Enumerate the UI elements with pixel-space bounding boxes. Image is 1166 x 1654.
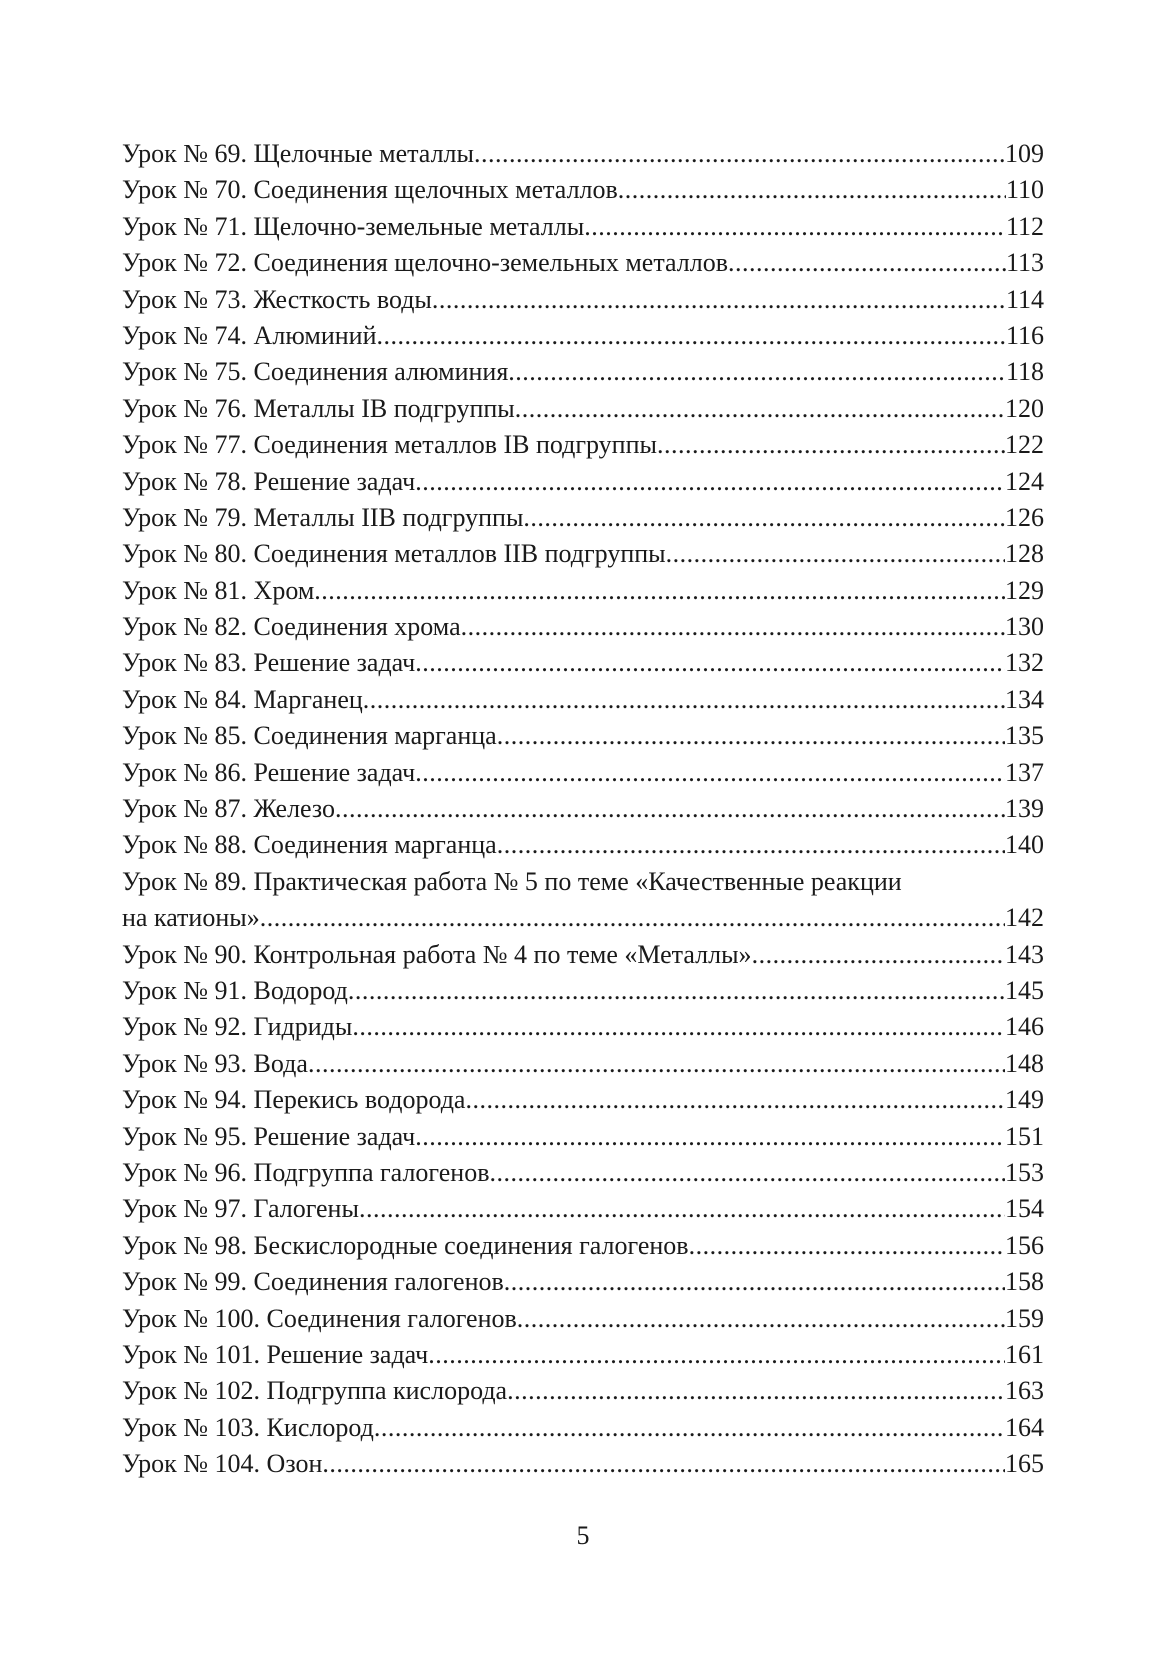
- dot-leader: [359, 1191, 1005, 1227]
- toc-entry-page: 153: [1005, 1157, 1044, 1187]
- toc-entry-page: 148: [1005, 1048, 1044, 1078]
- toc-entry-page: 112: [1005, 211, 1044, 241]
- toc-entry-title: Урок № 82. Соединения хрома: [122, 612, 461, 642]
- toc-entry-page: 110: [1005, 175, 1044, 205]
- toc-entry-page: 140: [1005, 830, 1044, 860]
- toc-entry-page: 146: [1005, 1012, 1044, 1042]
- dot-leader: [415, 755, 1005, 791]
- dot-leader: [489, 1155, 1005, 1191]
- toc-entry-title: Урок № 71. Щелочно-земельные металлы: [122, 211, 585, 241]
- dot-leader: [474, 136, 1005, 172]
- toc-entry-page: 151: [1005, 1121, 1044, 1151]
- toc-entry[interactable]: [122, 1009, 1044, 1045]
- toc-entry-title: Урок № 80. Соединения металлов IIB подгруппы: [122, 539, 666, 569]
- dot-leader: [415, 1119, 1005, 1155]
- dot-leader: [657, 427, 1005, 463]
- toc-entry-title: Урок № 96. Подгруппа галогенов: [122, 1157, 490, 1187]
- toc-entry-title: Урок № 91. Водород: [122, 975, 348, 1005]
- dot-leader: [584, 209, 1006, 245]
- toc-entry[interactable]: [122, 645, 1044, 681]
- toc-entry[interactable]: [122, 245, 1044, 281]
- toc-entry[interactable]: [122, 427, 1044, 463]
- dot-leader: [352, 1009, 1005, 1045]
- toc-entry-title-first-line: Урок № 89. Практическая работа № 5 по теме «Качественные реакции: [122, 866, 902, 896]
- toc-entry[interactable]: [122, 354, 1044, 390]
- toc-entry-page: 143: [1005, 939, 1044, 969]
- toc-entry[interactable]: [122, 536, 1044, 572]
- dot-leader: [377, 318, 1006, 354]
- toc-entry[interactable]: [122, 573, 1044, 609]
- toc-entry[interactable]: [122, 136, 1044, 172]
- toc-entry-title: Урок № 90. Контрольная работа № 4 по теме «Металлы»: [122, 939, 752, 969]
- toc-entry-title: Урок № 74. Алюминий: [122, 320, 377, 350]
- toc-entry-page: 116: [1005, 320, 1044, 350]
- toc-entry-title: Урок № 102. Подгруппа кислорода: [122, 1376, 508, 1406]
- toc-entry[interactable]: [122, 1046, 1044, 1082]
- toc-entry-title: Урок № 79. Металлы IIB подгруппы: [122, 502, 524, 532]
- toc-entry-title: на катионы»: [122, 903, 260, 933]
- dot-leader: [260, 900, 1005, 936]
- toc-entry-title: Урок № 99. Соединения галогенов: [122, 1267, 504, 1297]
- dot-leader: [689, 1228, 1005, 1264]
- toc-entry-page: 142: [1005, 903, 1044, 933]
- toc-entry-title: Урок № 92. Гидриды: [122, 1012, 353, 1042]
- dot-leader: [666, 536, 1005, 572]
- dot-leader: [314, 573, 1005, 609]
- toc-entry-title: Урок № 104. Озон: [122, 1449, 323, 1479]
- toc-entry[interactable]: [122, 1410, 1044, 1446]
- toc-entry[interactable]: [122, 1337, 1044, 1373]
- toc-entry[interactable]: [122, 1155, 1044, 1191]
- page-number: 5: [576, 1521, 590, 1550]
- toc-entry-title: Урок № 101. Решение задач: [122, 1339, 429, 1369]
- toc-entry-title: Урок № 83. Решение задач: [122, 648, 416, 678]
- toc-entry-page: 163: [1005, 1376, 1044, 1406]
- toc-entry[interactable]: [122, 1301, 1044, 1337]
- toc-entry[interactable]: [122, 1264, 1044, 1300]
- toc-entry-title: Урок № 86. Решение задач: [122, 757, 416, 787]
- toc-entry-page: 149: [1005, 1085, 1044, 1115]
- toc-entry-page: 120: [1005, 393, 1044, 423]
- dot-leader: [497, 827, 1005, 863]
- toc-entry-page: 118: [1005, 357, 1044, 387]
- toc-entry[interactable]: [122, 1082, 1044, 1118]
- toc-entry-page: 154: [1005, 1194, 1044, 1224]
- toc-entry-multiline[interactable]: [122, 864, 1044, 937]
- toc-entry-title: Урок № 75. Соединения алюминия: [122, 357, 509, 387]
- toc-entry-title: Урок № 76. Металлы IB подгруппы: [122, 393, 515, 423]
- toc-entry[interactable]: [122, 1373, 1044, 1409]
- toc-entry-page: 156: [1005, 1230, 1044, 1260]
- toc-entry-page: 158: [1005, 1267, 1044, 1297]
- toc-entry[interactable]: [122, 500, 1044, 536]
- toc-entry-page: 126: [1005, 502, 1044, 532]
- dot-leader: [308, 1046, 1005, 1082]
- toc-entry-page: 159: [1005, 1303, 1044, 1333]
- toc-entry-title: Урок № 95. Решение задач: [122, 1121, 416, 1151]
- toc-entry[interactable]: [122, 937, 1044, 973]
- toc-entry-page: 113: [1005, 248, 1044, 278]
- toc-entry-title: Урок № 100. Соединения галогенов: [122, 1303, 517, 1333]
- toc-entry-page: 129: [1005, 575, 1044, 605]
- toc-entry-page: 145: [1005, 975, 1044, 1005]
- toc-entry-page: 134: [1005, 684, 1044, 714]
- toc-entry[interactable]: [122, 282, 1044, 318]
- toc-entry-page: 124: [1005, 466, 1044, 496]
- toc-entry-title: Урок № 97. Галогены: [122, 1194, 359, 1224]
- dot-leader: [504, 1264, 1005, 1300]
- dot-leader: [415, 464, 1005, 500]
- toc-entry-title: Урок № 78. Решение задач: [122, 466, 416, 496]
- dot-leader: [335, 791, 1005, 827]
- toc-entry-title: Урок № 73. Жесткость воды: [122, 284, 432, 314]
- toc-entry-page: 164: [1005, 1412, 1044, 1442]
- dot-leader: [428, 1337, 1005, 1373]
- toc-entry[interactable]: [122, 1191, 1044, 1227]
- toc-entry[interactable]: [122, 682, 1044, 718]
- dot-leader: [363, 682, 1005, 718]
- dot-leader: [432, 282, 1006, 318]
- toc-entry-title: Урок № 85. Соединения марганца: [122, 721, 497, 751]
- toc-entry-title: Урок № 70. Соединения щелочных металлов: [122, 175, 618, 205]
- toc-entry[interactable]: [122, 609, 1044, 645]
- dot-leader: [752, 937, 1005, 973]
- dot-leader: [461, 609, 1005, 645]
- toc-entry[interactable]: [122, 464, 1044, 500]
- dot-leader: [348, 973, 1005, 1009]
- dot-leader: [507, 1373, 1005, 1409]
- toc-entry[interactable]: [122, 209, 1044, 245]
- table-of-contents: [122, 136, 1044, 1482]
- toc-entry-page: 165: [1005, 1449, 1044, 1479]
- toc-entry-page: 137: [1005, 757, 1044, 787]
- toc-entry-title: Урок № 98. Бескислородные соединения галогенов: [122, 1230, 689, 1260]
- toc-entry-title: Урок № 93. Вода: [122, 1048, 308, 1078]
- toc-entry-page: 109: [1005, 139, 1044, 168]
- dot-leader: [508, 354, 1006, 390]
- toc-entry[interactable]: [122, 172, 1044, 208]
- toc-entry[interactable]: [122, 755, 1044, 791]
- toc-entry[interactable]: [122, 973, 1044, 1009]
- toc-entry-title: Урок № 87. Железо: [122, 794, 336, 824]
- toc-entry-title: Урок № 77. Соединения металлов IB подгруппы: [122, 430, 657, 460]
- dot-leader: [497, 718, 1005, 754]
- dot-leader: [728, 245, 1006, 281]
- toc-entry-page: 114: [1005, 284, 1044, 314]
- toc-entry-title: Урок № 84. Марганец: [122, 684, 363, 714]
- toc-entry[interactable]: [122, 318, 1044, 354]
- toc-entry-title: Урок № 69. Щелочные металлы: [122, 139, 474, 168]
- dot-leader: [523, 500, 1005, 536]
- toc-entry[interactable]: [122, 1228, 1044, 1264]
- toc-entry[interactable]: [122, 718, 1044, 754]
- dot-leader: [618, 172, 1006, 208]
- dot-leader: [465, 1082, 1005, 1118]
- toc-entry-title: Урок № 81. Хром: [122, 575, 315, 605]
- toc-entry[interactable]: [122, 791, 1044, 827]
- dot-leader: [517, 1301, 1005, 1337]
- toc-entry[interactable]: [122, 1446, 1044, 1482]
- dot-leader: [374, 1410, 1005, 1446]
- toc-entry-title: Урок № 103. Кислород: [122, 1412, 374, 1442]
- toc-entry[interactable]: [122, 1119, 1044, 1155]
- toc-entry-page: 139: [1005, 794, 1044, 824]
- dot-leader: [515, 391, 1005, 427]
- toc-entry[interactable]: [122, 827, 1044, 863]
- toc-entry[interactable]: [122, 391, 1044, 427]
- toc-entry-page: 130: [1005, 612, 1044, 642]
- toc-entry-title: Урок № 94. Перекись водорода: [122, 1085, 466, 1115]
- toc-entry-page: 132: [1005, 648, 1044, 678]
- toc-entry-page: 122: [1005, 430, 1044, 460]
- dot-leader: [322, 1446, 1005, 1482]
- toc-entry-title: Урок № 88. Соединения марганца: [122, 830, 497, 860]
- toc-entry-title: Урок № 72. Соединения щелочно-земельных металлов: [122, 248, 728, 278]
- toc-entry-page: 128: [1005, 539, 1044, 569]
- toc-entry-page: 135: [1005, 721, 1044, 751]
- toc-entry-page: 161: [1005, 1339, 1044, 1369]
- dot-leader: [415, 645, 1005, 681]
